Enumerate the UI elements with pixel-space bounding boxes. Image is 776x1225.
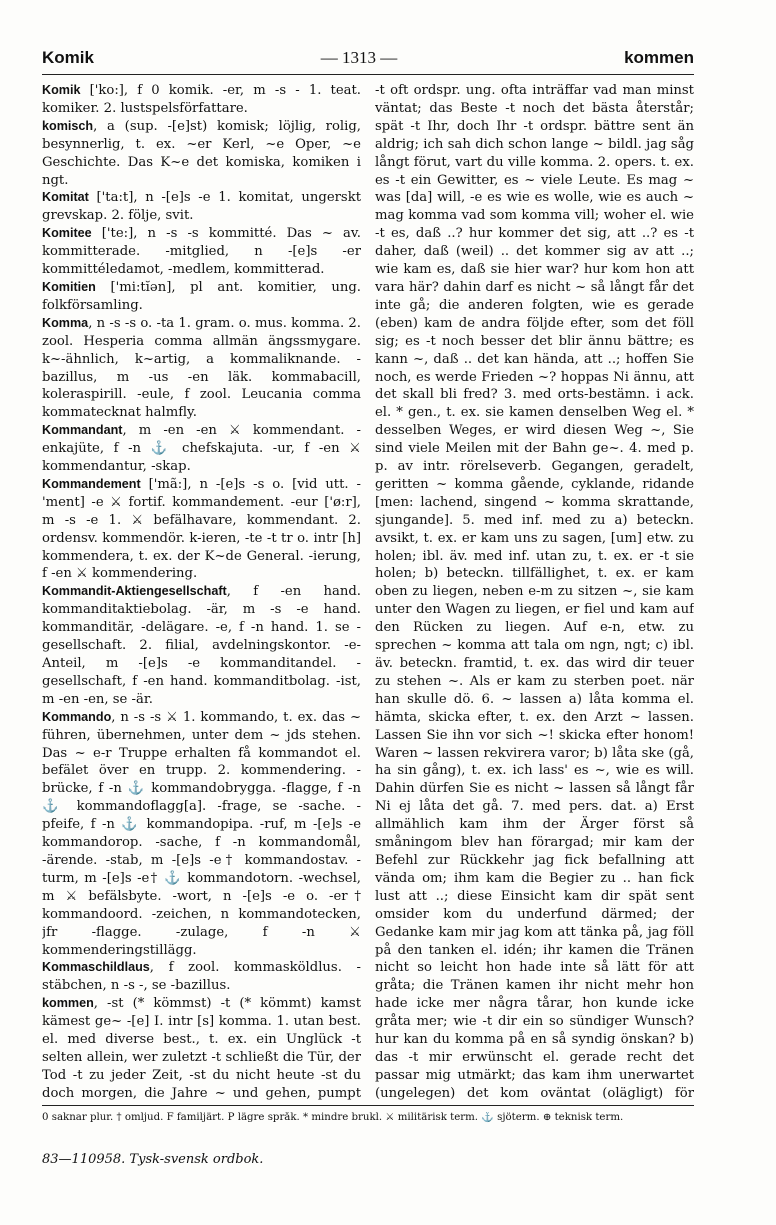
dictionary-entry — [42, 225, 361, 279]
entry-headword: Kommando — [42, 709, 112, 724]
entry-definition: ['te:], n -s -s kommitté. Das ~ av. kommitterade. -mitglied, n -[e]s -er kommittéledamot, -medlem, kommitterad. — [42, 226, 361, 278]
entry-definition: , f zool. kommasköldlus. -stäbchen, n -s -, se -bazillus. — [42, 960, 361, 994]
entry-definition: , -st (* kömmst) -t (* kömmt) kamst kämest ge~ -[e] I. intr [s] komma. 1. utan best. el. med diverse best., t. ex. ein Unglück -t selten allein, wer zuletzt -t schließt die Tür, der Tod -t zu jeder Zeit, -st du nicht heute -st du doch morgen, die Jahre ~ und gehen, pumpt — [42, 996, 361, 1101]
entry-headword: kommen — [42, 996, 94, 1011]
entry-headword: Komitat — [42, 190, 89, 205]
right-column-text: -t oft ordspr. ung. ofta inträffar vad man minst väntat; das Beste -t noch det bästa återstår; spät -t Ihr, doch Ihr -t ordspr. bättre sent än aldrig; ich sah dich schon lange ~ bildl. jag såg långt förut, vart du ville komma. 2. opers. t. ex. es -t ein Gewitter, es ~ viele Leute. Es mag ~ was [da] will, -e es wie es wolle, wie es auch ~ mag komma vad som komma vill; woher el. wie -t es, daß ..? hur kommer det sig, att ..? es -t daher, daß (weil) .. det kommer sig av att ..; wie kam es, daß sie hier war? hur kom hon att vara här? dahin darf es nicht ~ så långt får det inte gå; die anderen folgten, wie es gerade (eben) kam de andra följde efter, som det föll sig; es -t noch besser det blir ännu bättre; es kann ~, daß .. det kan hända, att ..; hoffen Sie noch, es werde Frieden ~? hoppas Ni ännu, att det skall bli fred? 3. med orts-bestämn. i ack. el. * gen., t. ex. sie kamen denselben Weg el. * desselben Weges, er wird diesen Weg ~, Sie sind viele Meilen mit der Bahn ge~. 4. med p. p. av intr. rörelseverb. Gegangen, geradelt, geritten ~ komma gående, cyklande, ridande [men: lachend, singend ~ komma skrattande, sjungande]. 5. med inf. med zu a) beteckn. avsikt, t. ex. er kam uns zu sagen, [um] etw. zu holen; ibl. äv. med inf. utan zu, t. ex. er -t sie holen; b) beteckn. tillfällighet, t. ex. er kam oben zu liegen, neben e-m zu sitzen ~, sie kam unter den Wagen zu liegen, er fiel und kam auf den Rücken zu liegen. Auf e-n, etw. zu sprechen ~ komma att tala om ngn, ngt; c) ibl. äv. beteckn. framtid, t. ex. das wird dir teuer zu stehen ~. Als er kam zu sterben poet. när han skulle dö. 6. ~ lassen a) låta komma el. hämta, skicka efter, t. ex. den Arzt ~ lassen. Lassen Sie ihn vor sich ~! skicka efter honom! Waren ~ lassen rekvirera varor; b) låta ske (gå, ha sin gång), t. ex. ich lass' es ~, wie es will. Dahin dürfen Sie es nicht ~ lassen så långt får Ni ej låta det gå. 7. med pers. dat. a) Erst allmählich kam ihm der Ärger först så småningom blev han förargad; mir kam der Befehl zur Rückkehr jag fick befallning att vända om; ihm kam die Begier zu .. han fick lust att ..; diese Einsicht kam dir spät sent omsider kom du underfund därmed; der Gedanke kam mir jag kom att tänka på, jag föll på den tanken el. idén; ihr kamen die Tränen nicht so leicht hon hade inte så lätt för att gråta; die Tränen kamen ihr nicht mehr hon hade icke mer några tårar, hon kunde icke gråta mer; wie -t dir ein so sündiger Wunsch? hur kan du komma på en så syndig önskan? b) das -t mir erwünscht el. gerade recht det passar mig utmärkt; das kam ihm unerwartet (ungelegen) det kom oväntat (olägligt) för — [375, 83, 694, 1101]
entry-headword: Komma — [42, 315, 89, 330]
header-rule — [42, 74, 694, 75]
left-column — [42, 82, 361, 1102]
dictionary-entry — [42, 189, 361, 225]
dictionary-entry — [42, 959, 361, 995]
right-guide-word: kommen — [624, 48, 694, 67]
right-column — [375, 82, 694, 1102]
entry-definition: ['mã:], n -[e]s -s o. [vid utt. -'ment] -e ⚔ fortif. kommandement. -eur ['ø:r], m -s -e 1. ⚔ befälhavare, kommendant. 2. ordensv. kommendör. k-ieren, -te -t tr o. intr [h] kommendera, t. ex. der K~de General. -ierung, f -en ⚔ kommendering. — [42, 476, 361, 582]
page-number: — 1313 — — [320, 48, 398, 67]
dictionary-entry — [42, 315, 361, 422]
entry-headword: Kommaschildlaus — [42, 960, 150, 975]
entry-definition: ['ta:t], n -[e]s -e 1. komitat, ungerskt grevskap. 2. följe, svit. — [42, 190, 361, 224]
dictionary-entry — [42, 118, 361, 190]
entry-definition: , n -s -s ⚔ 1. kommando, t. ex. das ~ führen, übernehmen, unter dem ~ jds stehen. Das ~ e-r Truppe erhalten få kommandot el. befälet över en trupp. 2. kommendering. -brücke, f -n ⚓ kommandobrygga. -flagge, f -n ⚓ kommandoflagg[a]. -frage, se -sache. -pfeife, f -n ⚓ kommandopipa. -ruf, m -[e]s -e kommandorop. -sache, f -n kommandomål, -ärende. -stab, m -[e]s -e† kommandostav. -turm, m -[e]s -e† ⚓ kommandotorn. -wechsel, m ⚔ befälsbyte. -wort, n -[e]s -e o. -er† kommandoord. -zeichen, n kommandotecken, jfr -flagge. -zulage, f -n ⚔ kommenderingstillägg. — [42, 709, 361, 958]
print-footer: 83—110958. Tysk-svensk ordbok. — [42, 1152, 264, 1167]
dictionary-entry — [42, 422, 361, 476]
dictionary-entry — [42, 82, 361, 118]
entry-headword: Kommandement — [42, 476, 141, 491]
entry-definition: ['ko:], f 0 komik. -er, m -s - 1. teat. komiker. 2. lustspelsförfattare. — [42, 83, 361, 116]
page-header — [42, 48, 694, 70]
entry-definition: , a (sup. -[e]st) komisk; löjlig, rolig, besynnerlig, t. ex. ~er Kerl, ~e Oper, ~e Geschichte. Das K~e det komiska, komiken i ngt. — [42, 118, 361, 188]
dictionary-columns — [42, 82, 694, 1102]
dictionary-entry — [42, 279, 361, 315]
left-guide-word: Komik — [42, 48, 94, 67]
entry-headword: Kommandit-Aktiengesellschaft — [42, 584, 227, 599]
entry-definition: , m -en -en ⚔ kommendant. -enkajüte, f -n ⚓ chefskajuta. -ur, f -en ⚔ kommendantur, -skap. — [42, 423, 361, 475]
entry-definition: , f -en hand. kommanditaktiebolag. -är, m -s -e hand. kommanditär, -delägare. -e, f -n hand. 1. se -gesellschaft. 2. filial, avdelningskontor. -e-Anteil, m -[e]s -e kommanditandel. -gesellschaft, f -en hand. kommanditbolag. -ist, m -en -en, se -är. — [42, 584, 361, 707]
entry-headword: Komitien — [42, 279, 96, 294]
dictionary-entry — [42, 583, 361, 708]
entry-headword: Kommandant — [42, 423, 123, 438]
dictionary-entry — [42, 709, 361, 960]
entry-headword: Komik — [42, 83, 81, 97]
dictionary-entry — [42, 476, 361, 583]
abbreviation-legend: 0 saknar plur. † omljud. F familjärt. P lägre språk. * mindre brukl. ⚔ militärisk term. ⚓ sjöterm. ⊕ teknisk term. — [42, 1112, 624, 1123]
entry-definition: , n -s -s o. -ta 1. gram. o. mus. komma. 2. zool. Hesperia comma allmän ängssmygare. k~-ähnlich, k~artig, a kommaliknande. -bazillus, m -us -en läk. kommabacill, koleraspirill. -eule, f zool. Leucania comma kommatecknat halmfly. — [42, 315, 361, 421]
dictionary-entry — [42, 995, 361, 1102]
entry-definition: ['mi:tĭən], pl ant. komitier, ung. folkförsamling. — [42, 279, 361, 313]
footer-rule — [42, 1105, 694, 1106]
entry-headword: Komitee — [42, 226, 92, 241]
entry-headword: komisch — [42, 118, 94, 133]
